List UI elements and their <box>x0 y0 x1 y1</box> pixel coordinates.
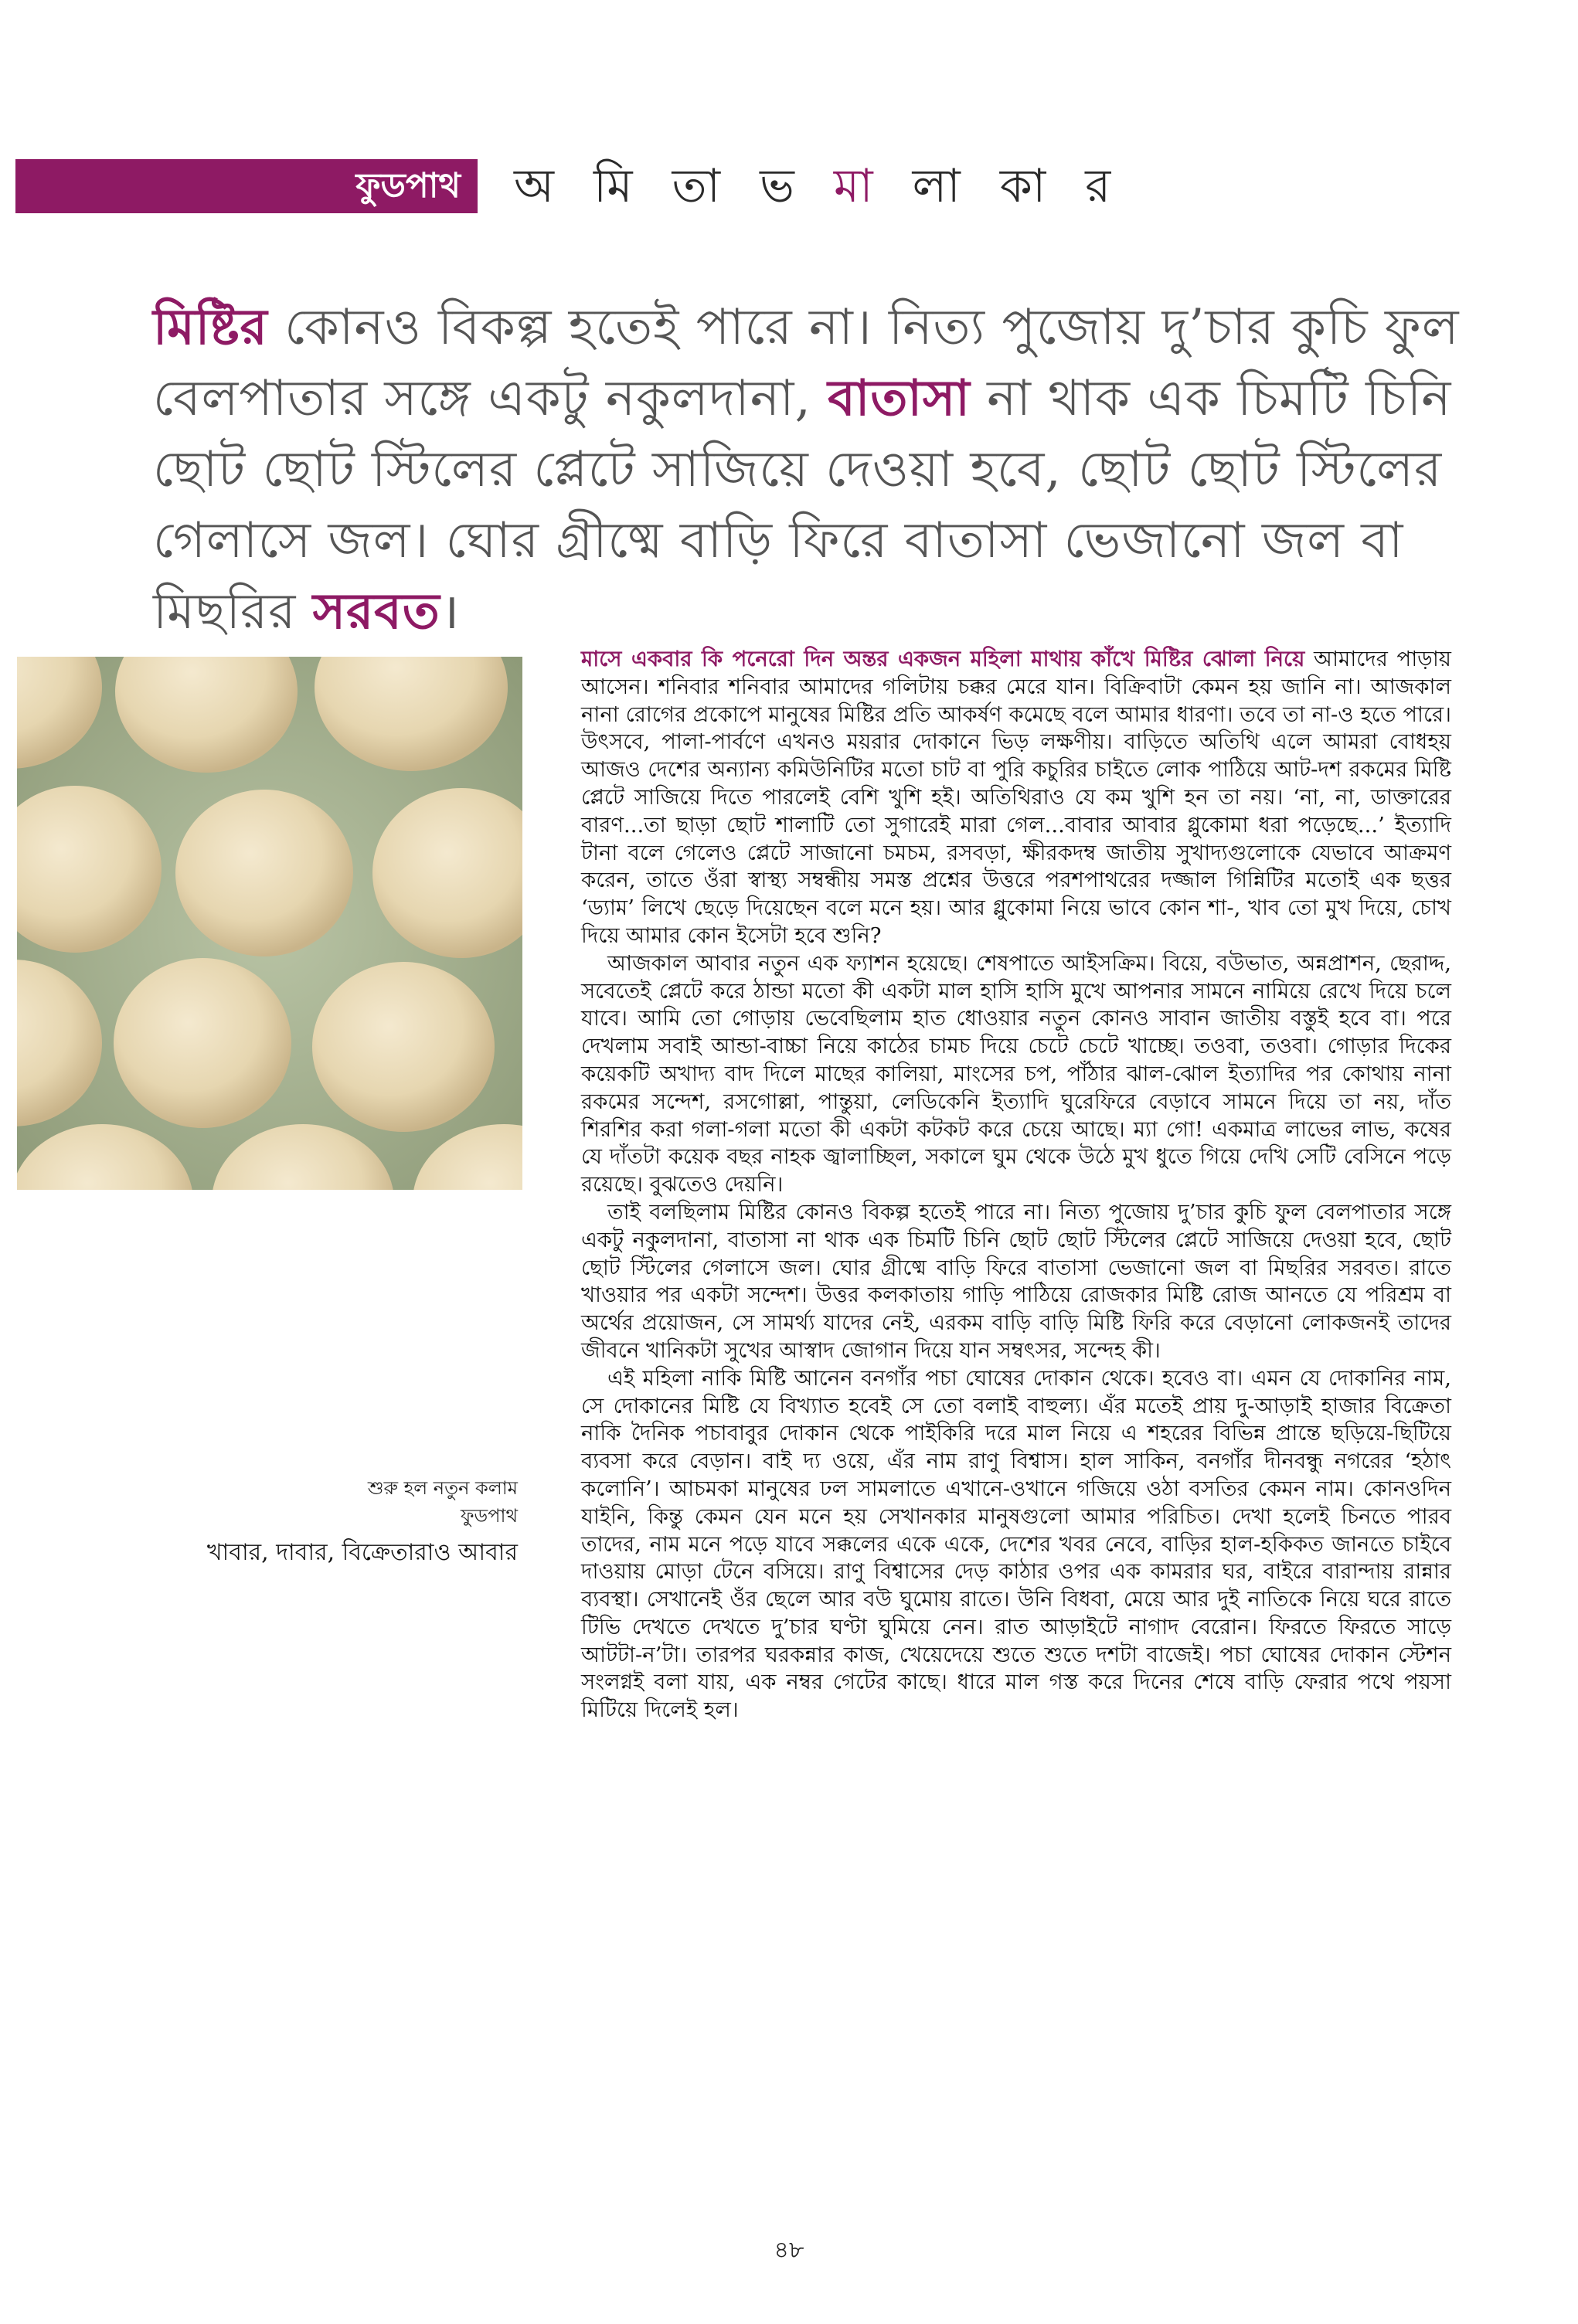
pull-quote <box>153 292 1482 647</box>
article-paragraph <box>581 646 1451 950</box>
pull-quote-text: । <box>440 583 461 640</box>
author-name <box>514 158 1123 215</box>
pull-quote-text: না থাক এক চিমটি চিনি ছোট ছোট স্টিলের প্লেটে সাজিয়ে দেওয়া হবে, ছোট ছোট স্টিলের গেলাসে জল। ঘোর গ্রীষ্মে বাড়ি ফিরে বাতাসা ভেজানো জল বা মিছরির <box>153 370 1452 640</box>
sweets-photo <box>17 657 522 1190</box>
author-name-part: লা কা র <box>885 159 1124 213</box>
author-name-part: অ মি তা ভ <box>514 159 834 213</box>
sweets-illustration <box>17 657 522 1190</box>
article-body <box>581 646 1451 1724</box>
sweet-ball <box>312 962 495 1132</box>
article-text: আমাদের পাড়ায় আসেন। শনিবার শনিবার আমাদের গলিটায় চক্কর মেরে যান। বিক্রিবাটা কেমন হয় জানি না। আজকাল নানা রোগের প্রকোপে মানুষের মিষ্টির প্রতি আকর্ষণ কমেছে বলে আমার ধারণা। তবে তা না-ও হতে পারে। উৎসবে, পালা-পার্বণে এখনও ময়রার দোকানে ভিড় লক্ষণীয়। বাড়িতে অতিথি এলে আমরা বোধহয় আজও দেশের অন্যান্য কমিউনিটির মতো চাট বা পুরি কচুরির চাইতে লোক পাঠিয়ে আট-দশ রকমের মিষ্টি প্লেটে সাজিয়ে দিতে পারলেই বেশি খুশি হই। অতিথিরাও যে কম খুশি হন তা নয়। ‘না, না, ডাক্তারের বারণ...তা ছাড়া ছোট শালাটি তো সুগারেই মারা গেল...বাবার আবার গ্লুকোমা ধরা পড়েছে...’ ইত্যাদি টানা বলে গেলেও প্লেটে সাজানো চমচম, রসবড়া, ক্ষীরকদম্ব জাতীয় সুখাদ্যগুলোকে যেভাবে আক্রমণ করেন, তাতে ওঁরা স্বাস্থ্য সম্বন্ধীয় সমস্ত প্রশ্নের উত্তরে পরশপাথরের দজ্জাল গিন্নিটির মতোই এক ছত্তর ‘ড্যাম’ লিখে ছেড়ে দিয়েছেন বলে মনে হয়। আর গ্লুকোমা নিয়ে ভাবে কোন শা-, খাব তো মুখ দিয়ে, চোখ দিয়ে আমার কোন ইসেটা হবে শুনি? <box>581 647 1451 948</box>
sweet-ball <box>114 958 291 1128</box>
article-paragraph: এই মহিলা নাকি মিষ্টি আনেন বনগাঁর পচা ঘোষের দোকান থেকে। হবেও বা। এমন যে দোকানির নাম, সে দোকানের মিষ্টি যে বিখ্যাত হবেই সে তো বলাই বাহুল্য। এঁর মতেই প্রায় দু-আড়াই হাজার বিক্রেতা নাকি দৈনিক পচাবাবুর দোকান থেকে পাইকিরি দরে মাল নিয়ে এ শহরের বিভিন্ন প্রান্তে ছড়িয়ে-ছিটিয়ে ব্যবসা করে বেড়ান। বাই দ্য ওয়ে, এঁর নাম রাণু বিশ্বাস। হাল সাকিন, বনগাঁর দীনবন্ধু নগরের ‘হঠাৎ কলোনি’। আচমকা মানুষের ঢল সামলাতে এখানে-ওখানে গজিয়ে ওঠা বসতির কেমন নাম। কোনওদিন যাইনি, কিন্তু কেমন যেন মনে হয় সেখানকার মানুষগুলো আমার পরিচিত। দেখা হলেই চিনতে পারব তাদের, নাম মনে পড়ে যাবে সক্কলের একে একে, দেশের খবর নেবে, বাড়ির হাল-হকিকত জানতে চাইবে দাওয়ায় মোড়া টেনে বসিয়ে। রাণু বিশ্বাসের দেড় কাঠার ওপর এক কামরার ঘর, বাইরে বারান্দায় রান্নার ব্যবস্থা। সেখানেই ওঁর ছেলে আর বউ ঘুমোয় রাতে। উনি বিধবা, মেয়ে আর দুই নাতিকে নিয়ে ঘরে রাতে টিভি দেখতে দেখতে দু’চার ঘণ্টা ঘুমিয়ে নেন। রাত আড়াইটে নাগাদ বেরোন। ফিরতে ফিরতে সাড়ে আটটা-ন’টা। তারপর ঘরকন্নার কাজ, খেয়েদেয়ে শুতে শুতে দশটা বাজেই। পচা ঘোষের দোকান স্টেশন সংলগ্নই বলা যায়, এক নম্বর গেটের কাছে। ধারে মাল গস্ত করে দিনের শেষে বাড়ি ফেরার পথে পয়সা মিটিয়ে দিলেই হল। <box>581 1365 1451 1723</box>
pull-quote-highlight: মিষ্টির <box>153 298 268 356</box>
article-header <box>0 159 1578 213</box>
article-paragraph: তাই বলছিলাম মিষ্টির কোনও বিকল্প হতেই পারে না। নিত্য পুজোয় দু’চার কুচি ফুল বেলপাতার সঙ্গে একটু নকুলদানা, বাতাসা না থাক এক চিমটি চিনি ছোট ছোট স্টিলের প্লেটে সাজিয়ে দেওয়া হবে, ছোট ছোট স্টিলের গেলাসে জল। ঘোর গ্রীষ্মে বাড়ি ফিরে বাতাসা ভেজানো জল বা মিছরির সরবত। রাতে খাওয়ার পর একটা সন্দেশ। উত্তর কলকাতায় গাড়ি পাঠিয়ে রোজকার মিষ্টি রোজ আনতে যে পরিশ্রম বা অর্থের প্রয়োজন, সে সামর্থ্য যাদের নেই, এরকম বাড়ি বাড়ি মিষ্টি ফিরি করে বেড়ানো লোকজনই তাদের জীবনে খানিকটা সুখের আস্বাদ জোগান দিয়ে যান সম্বৎসর, সন্দেহ কী। <box>581 1199 1451 1363</box>
article-paragraph: আজকাল আবার নতুন এক ফ্যাশন হয়েছে। শেষপাতে আইসক্রিম। বিয়ে, বউভাত, অন্নপ্রাশন, ছেরাদ্দ, সবেতেই প্লেটে করে ঠান্ডা মতো কী একটা মাল হাসি হাসি মুখে আপনার সামনে নামিয়ে রেখে দিয়ে চলে যাবে। আমি তো গোড়ায় ভেবেছিলাম হাত ধোওয়ার নতুন কোনও সাবান জাতীয় বস্তুই হবে বা। পরে দেখলাম সবাই আন্ডা-বাচ্চা নিয়ে কাঠের চামচ দিয়ে চেটে চেটে খাচ্ছে। তওবা, তওবা। গোড়ার দিকের কয়েকটি অখাদ্য বাদ দিলে মাছের কালিয়া, মাংসের চপ, পাঁঠার ঝাল-ঝোল ইত্যাদির পর কোথায় নানা রকমের সন্দেশ, রসগোল্লা, পান্তুয়া, লেডিকেনি ইত্যাদি ঘুরেফিরে বেড়াবে সামনে দিয়ে তা নয়, দাঁত শিরশির করা গলা-গলা মতো কী একটা কটকট করে চেয়ে আছে। ম্যা গো! একমাত্র লাভের লাভ, কষের যে দাঁতটা কয়েক বছর নাহক জ্বালাচ্ছিল, সকালে ঘুম থেকে উঠে মুখ ধুতে গিয়ে দেখি সেটি বেসিনে পড়ে রয়েছে। বুঝতেও দেয়নি। <box>581 950 1451 1198</box>
article-lead: মাসে একবার কি পনেরো দিন অন্তর একজন মহিলা মাথায় কাঁখে মিষ্টির ঝোলা নিয়ে <box>581 647 1305 671</box>
section-tag: ফুডপাথ <box>15 159 478 213</box>
caption-title: খাবার, দাবার, বিক্রেতারাও আবার <box>206 1539 518 1566</box>
pull-quote-text: কোনও বিকল্প হতেই পারে না। নিত্য পুজোয় দু’চার কুচি ফুল বেলপাতার সঙ্গে একটু নকুলদানা, <box>153 299 1460 427</box>
pull-quote-highlight: সরবত <box>312 583 440 640</box>
caption-line: শুরু হল নতুন কলাম <box>367 1477 518 1499</box>
photo-caption <box>124 1474 518 1571</box>
page-number: ৪৮ <box>774 2237 804 2264</box>
sweet-ball <box>175 790 353 956</box>
caption-line: ফুডপাথ <box>461 1505 518 1527</box>
author-name-highlight: মা <box>833 159 886 213</box>
pull-quote-highlight: বাতাসা <box>828 369 971 427</box>
